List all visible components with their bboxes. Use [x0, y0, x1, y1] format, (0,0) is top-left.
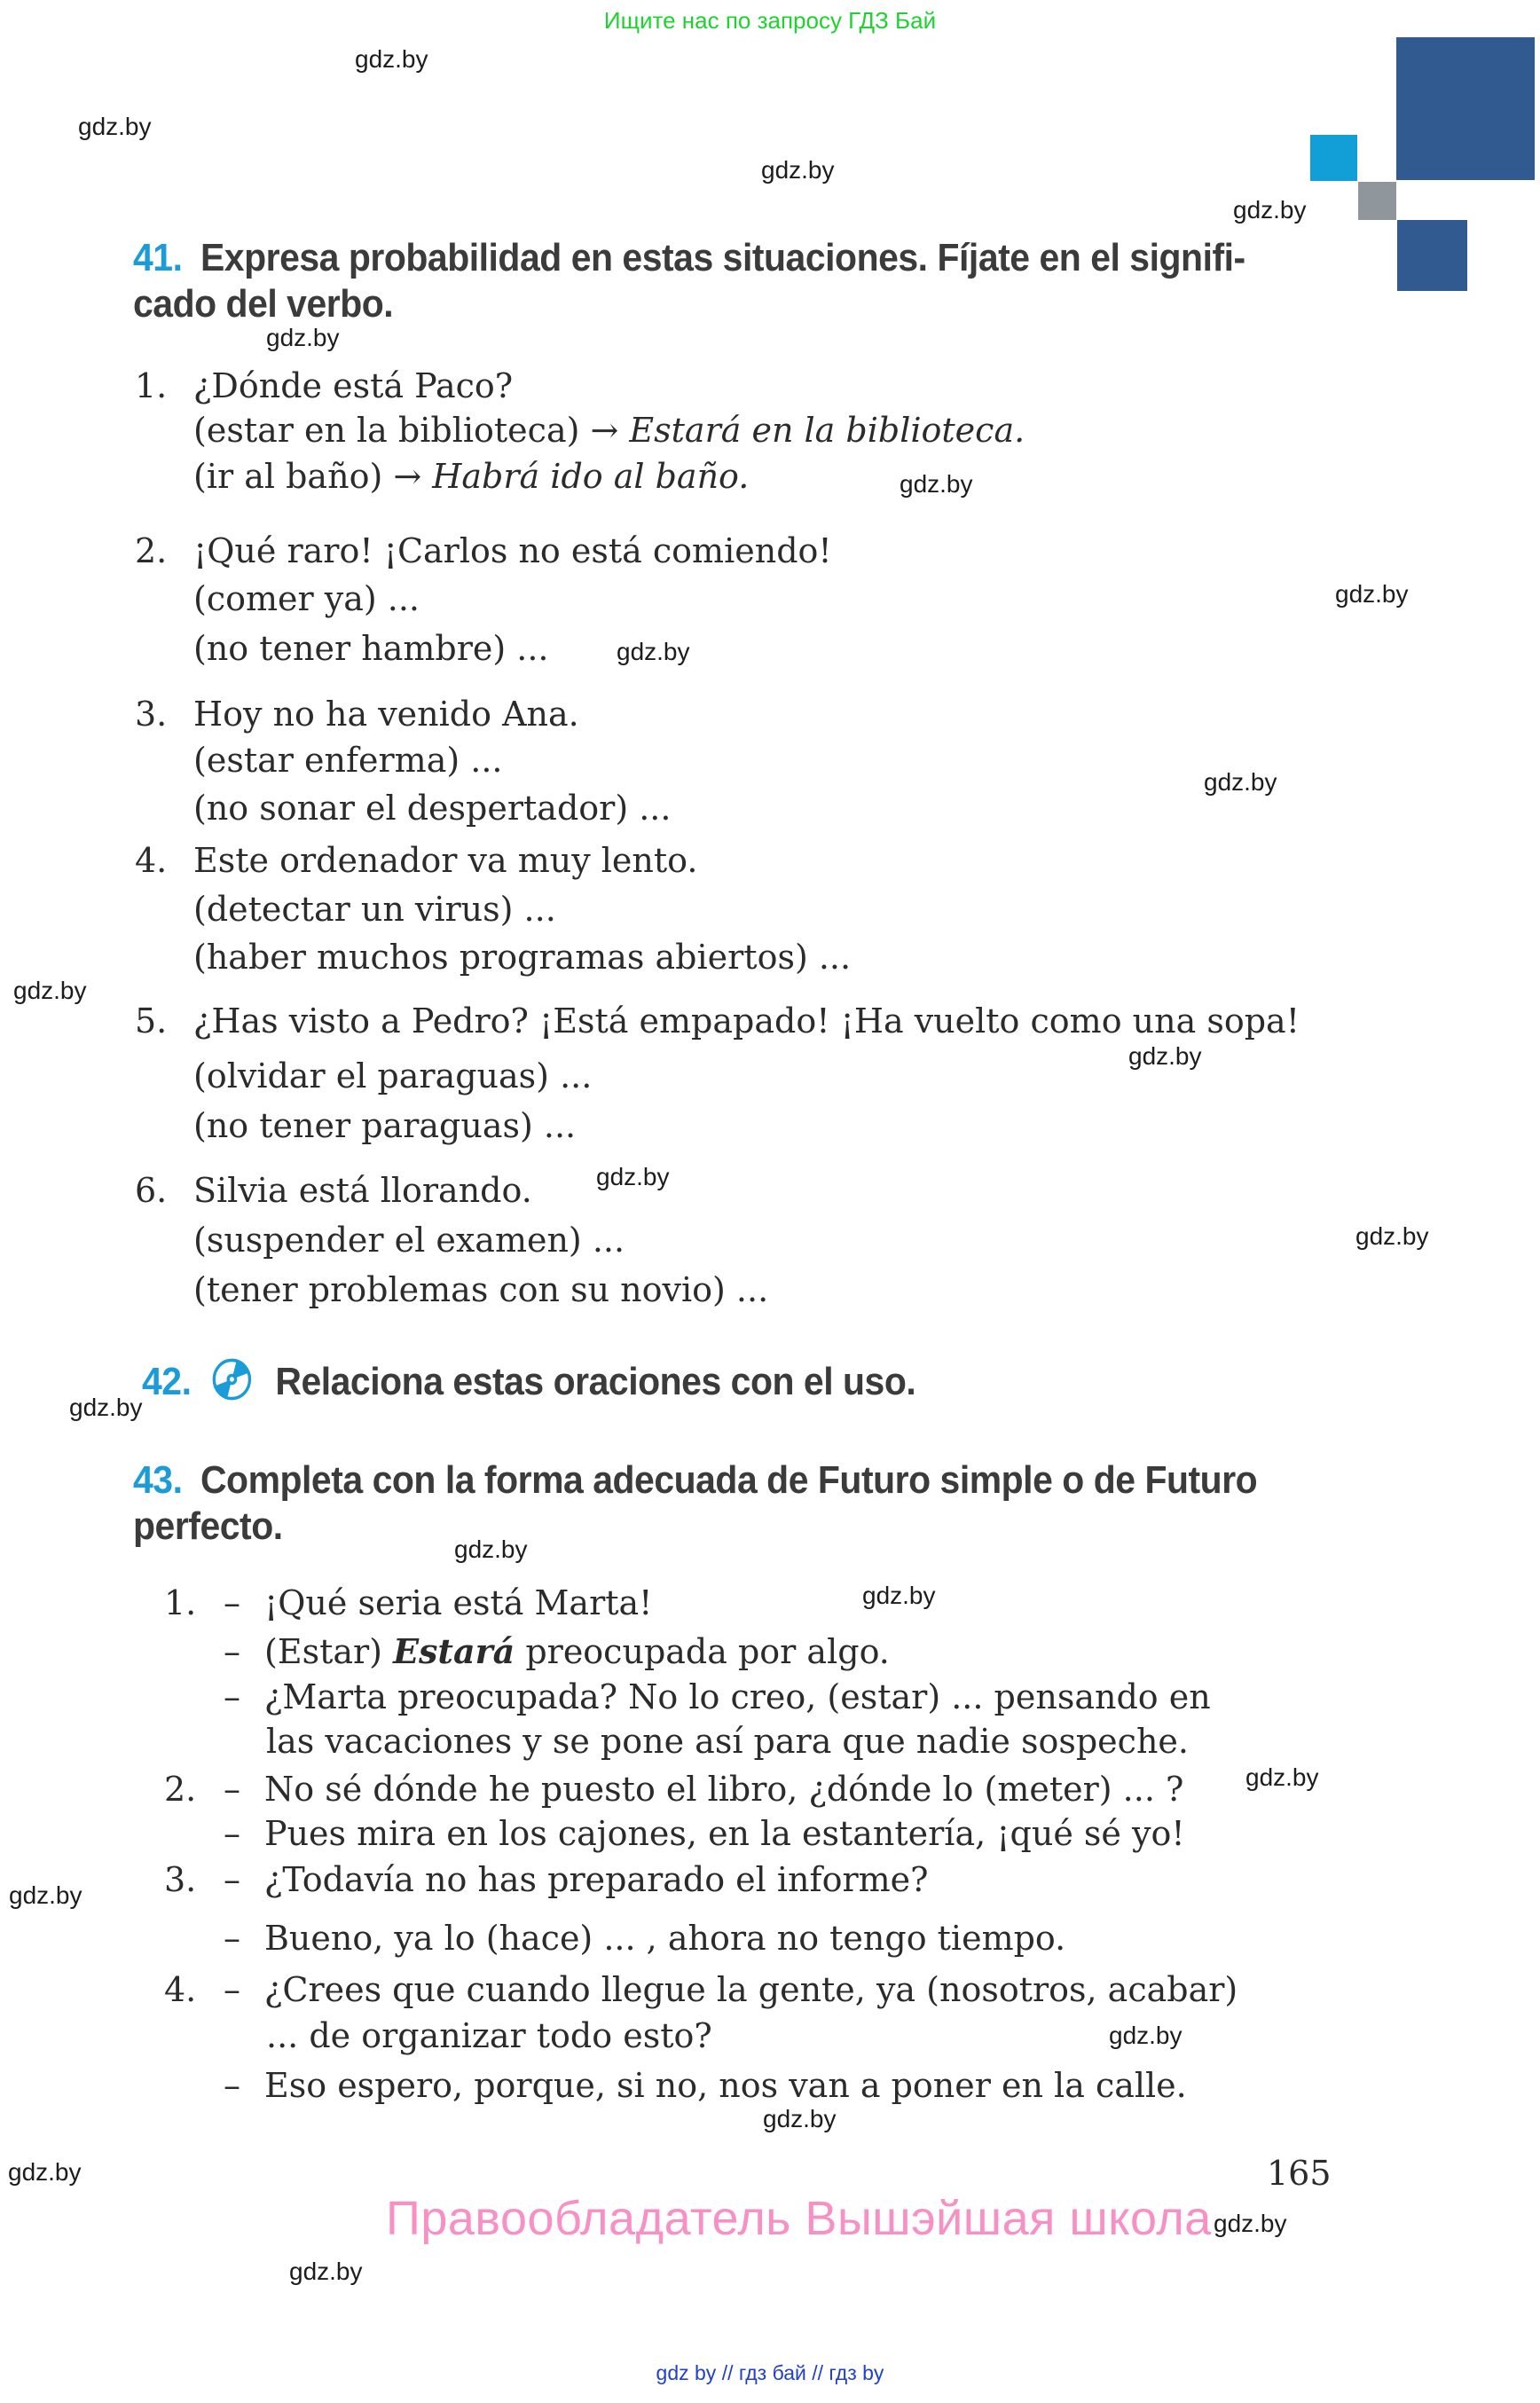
decor-square-cyan — [1310, 135, 1357, 181]
item-number: 3. — [135, 695, 168, 734]
dialog-dash: – — [224, 1860, 240, 1899]
ex41-item-5-sub-2: (no tener paraguas) ... — [193, 1106, 577, 1145]
ex43-dialog-1-line-2: – (Estar) Estará preocupada por algo. — [224, 1630, 890, 1674]
item-number: 2. — [164, 1770, 197, 1809]
watermark: gdz.by — [78, 113, 152, 140]
ex41-item-5-sub-1: (olvidar el paraguas) ... — [193, 1056, 593, 1095]
exercise-41-heading-line1 — [133, 236, 1245, 280]
watermark: gdz.by — [1355, 1222, 1429, 1250]
cd-audio-icon — [209, 1355, 254, 1413]
watermark: gdz.by — [761, 156, 835, 184]
ex41-item-3-sub-1: (estar enferma) ... — [193, 741, 503, 780]
ex41-item-2-main: 2. ¡Qué raro! ¡Carlos no está comiendo! — [135, 530, 832, 573]
ex43-dialog-4-line-1: 4. – ¿Crees que cuando llegue la gente, ya (nosotros, acabar) — [164, 1969, 1238, 2012]
ex41-item-3-sub-2: (no sonar el despertador) ... — [193, 789, 672, 828]
ex41-item-6-sub-2: (tener problemas con su novio) ... — [193, 1270, 769, 1309]
dialog-dash: – — [224, 1970, 240, 2009]
ex43-dialog-2-line-1: 2. – No sé dónde he puesto el libro, ¿dónde lo (meter) ... ? — [164, 1769, 1183, 1811]
ex43-dialog-1-line-4: las vacaciones y se pone así para que nadie sospeche. — [266, 1722, 1189, 1761]
watermark: gdz.by — [13, 977, 87, 1004]
watermark: gdz.by — [454, 1535, 528, 1563]
watermark: gdz.by — [355, 45, 428, 73]
watermark: gdz.by — [1128, 1042, 1202, 1070]
watermark: gdz.by — [1204, 768, 1277, 796]
watermark: gdz.by — [8, 2158, 82, 2186]
ex43-dialog-4-line-3: – Eso espero, porque, si no, nos van a poner en la calle. — [224, 2065, 1187, 2108]
exercise-41-number: 41. — [133, 236, 183, 279]
promo-banner: Ищите нас по запросу ГДЗ Бай — [603, 7, 937, 34]
ex43-dialog-1-line-1: 1. – ¡Qué seria está Marta! — [164, 1582, 652, 1625]
dialog-dash: – — [224, 1770, 240, 1809]
ex41-item-4-sub-2: (haber muchos programas abiertos) ... — [193, 938, 852, 977]
item-number: 1. — [164, 1583, 197, 1622]
exercise-43-heading-line1 — [133, 1458, 1257, 1503]
watermark: gdz.by — [1109, 2022, 1182, 2049]
exercise-43-number: 43. — [133, 1458, 183, 1502]
watermark: gdz.by — [9, 1881, 82, 1909]
item-number: 3. — [164, 1860, 197, 1899]
watermark: gdz.by — [69, 1394, 143, 1421]
watermark: gdz.by — [617, 638, 690, 665]
decor-square-dark-blue-large — [1396, 37, 1535, 180]
dialog-dash: – — [224, 1677, 240, 1716]
watermark: gdz.by — [900, 470, 973, 498]
ex41-item-4-main: 4. Este ordenador va muy lento. — [135, 840, 697, 883]
ex41-item-6-main: 6. Silvia está llorando. — [135, 1170, 532, 1213]
ex41-item-4-sub-1: (detectar un virus) ... — [193, 890, 556, 929]
item-number: 2. — [135, 531, 168, 570]
ex41-item-1-sub-1: (estar en la biblioteca) → Estará en la biblioteca. — [193, 411, 1025, 450]
ex43-dialog-1-line-3: – ¿Marta preocupada? No lo creo, (estar) ... pensando en — [224, 1677, 1211, 1719]
dialog-dash: – — [224, 2066, 240, 2105]
dialog-dash: – — [224, 1814, 240, 1853]
decor-square-dark-blue-small — [1397, 220, 1467, 291]
watermark: gdz.by — [266, 324, 340, 351]
watermark: gdz.by — [1233, 196, 1307, 224]
item-number: 5. — [135, 1001, 168, 1041]
item-number: 1. — [135, 366, 168, 405]
ex43-dialog-3-line-2: – Bueno, ya lo (hace) ... , ahora no tengo tiempo. — [224, 1918, 1065, 1960]
watermark: gdz.by — [1335, 580, 1409, 608]
exercise-41-title: Expresa probabilidad en estas situaciones. Fíjate en el signifi- — [200, 236, 1245, 279]
watermark: gdz.by — [763, 2105, 837, 2132]
item-number: 4. — [135, 841, 168, 880]
watermark: gdz.by — [1214, 2210, 1287, 2237]
exercise-43-title: Completa con la forma adecuada de Futuro simple o de Futuro — [200, 1458, 1258, 1502]
watermark: gdz.by — [862, 1582, 936, 1609]
exercise-41-heading-line2: cado del verbo. — [133, 282, 394, 326]
footer-links: gdz by // гдз бай // гдз by — [656, 2361, 884, 2384]
ex41-item-1-main: 1. ¿Dónde está Paco? — [135, 365, 513, 408]
ex41-item-6-sub-1: (suspender el examen) ... — [193, 1221, 625, 1260]
watermark: gdz.by — [596, 1163, 670, 1190]
ex41-item-2-sub-2: (no tener hambre) ... — [193, 629, 549, 668]
ex43-dialog-3-line-1: 3. – ¿Todavía no has preparado el informe? — [164, 1859, 929, 1902]
dialog-dash: – — [224, 1583, 240, 1622]
ex43-dialog-4-line-2: ... de organizar todo esto? — [266, 2016, 712, 2055]
item-number: 6. — [135, 1171, 168, 1210]
decor-square-gray — [1358, 182, 1396, 220]
exercise-42-title: Relaciona estas oraciones con el uso. — [275, 1360, 916, 1403]
exercise-42-heading — [142, 1355, 915, 1413]
exercise-43-heading-line2: perfecto. — [133, 1504, 283, 1548]
watermark: gdz.by — [289, 2258, 363, 2285]
ex43-dialog-2-line-2: – Pues mira en los cajones, en la estantería, ¡qué sé yo! — [224, 1813, 1185, 1856]
page-number: 165 — [1267, 2154, 1332, 2193]
dialog-dash: – — [224, 1919, 240, 1958]
copyright-line: Правообладатель Вышэйшая школа — [386, 2192, 1212, 2245]
watermark: gdz.by — [1245, 1763, 1319, 1791]
exercise-42-number: 42. — [142, 1360, 192, 1403]
item-number: 4. — [164, 1970, 197, 2009]
ex41-item-1-sub-2: (ir al baño) → Habrá ido al baño. — [193, 457, 750, 496]
ex41-item-5-main: 5. ¿Has visto a Pedro? ¡Está empapado! ¡Ha vuelto como una sopa! — [135, 1001, 1300, 1043]
dialog-dash: – — [224, 1632, 240, 1671]
ex41-item-3-main: 3. Hoy no ha venido Ana. — [135, 694, 579, 736]
ex41-item-2-sub-1: (comer ya) ... — [193, 579, 420, 618]
